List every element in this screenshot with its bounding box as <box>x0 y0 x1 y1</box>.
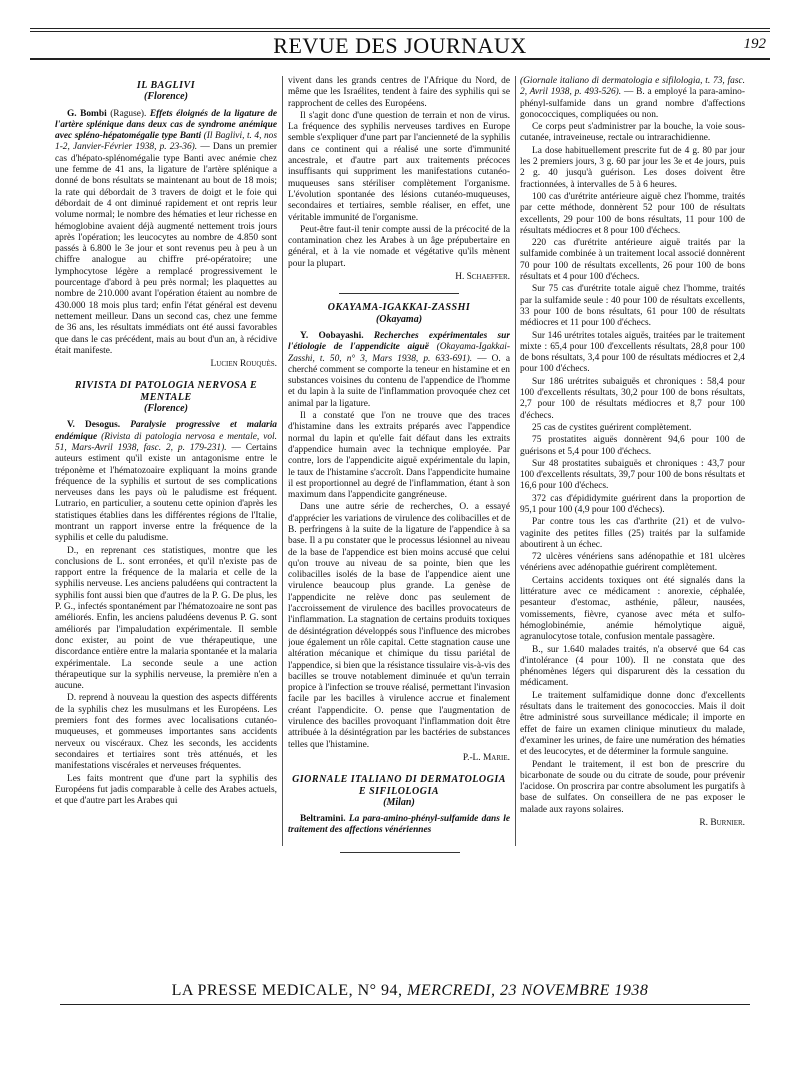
article-heading <box>55 420 277 544</box>
article-paragraph: 72 ulcères vénériens sans adénopathie et 181 ulcères vénériens avec adénopathie guérirent complètement. <box>520 552 745 574</box>
article-paragraph: D., en reprenant ces statistiques, montre que les conclusions de L. sont erronées, et qu'il n'existe pas de rapport entre la fréquence de la malaria et celle de la syphilis nerveuse. Les anciens paludéens qui contractent la syphilis font aussi bien que d'autres de la P. G. De plus, les P. G., infectés spontanément par l'hématozoaire ne sont pas améliorés. Enfin, les anciens paludéens devenus P. G. sont améliorés par l'impaludation expérimentale. Il semble donc exister, au point de vue thérapeutique, une discordance entière entre la malaria spontanée et la malaria expérimentale. La seconde seule a une action thérapeutique sur la syphilis nerveuse, la première n'en a aucune. <box>55 545 277 692</box>
article-author: Y. Oobayashi. <box>300 330 364 341</box>
article-signature: R. Burnier. <box>699 818 745 828</box>
article-author: Beltramini. <box>300 814 346 825</box>
article-paragraph: 75 prostatites aiguës donnèrent 94,6 pour 100 de guérisons et 5,4 pour 100 d'échecs. <box>520 435 745 457</box>
column-3 <box>520 76 745 916</box>
article-reference: (Rivista di patologia nervosa e mentale, vol. 51, Mars-Avril 1938, fasc. 2, p. 179-231). <box>55 431 277 453</box>
article-paragraph: Par contre tous les cas d'arthrite (21) et de vulvo-vaginite des petites filles (25) traités par la sulfamide aboutirent à un échec. <box>520 517 745 550</box>
page-header <box>30 28 770 64</box>
article-paragraph: 100 cas d'urétrite antérieure aiguë chez l'homme, traités par cette méthode, donnèrent 52 pour 100 de résultats excellents, 29 pour 100 de bons résultats, 11 pour 100 de résultats médiocres et 8 pour 100 d'échecs. <box>520 191 745 236</box>
article-reference: (Okayama-Igakkai-Zasshi, t. 50, n° 3, Mars 1938, p. 633-691). <box>288 342 510 364</box>
article-paragraph: 372 cas d'épididymite guérirent dans la proportion de 95,1 pour 100 (4,9 pour 100 d'échecs). <box>520 493 745 515</box>
article-heading <box>288 814 510 837</box>
article-paragraph: Il a constaté que l'on ne trouve que des traces d'histamine dans les extraits préparés avec l'appendice normal du lapin et qu'elle fait défaut dans les extraits d'appendice humain avec la technique employée. Par contre, lors de l'appendicite aiguë expérimentale du lapin, le taux de l'histamine s'accroît. Dans l'appendicite humaine il est proportionnel au degré de l'inflammation, étant à son maximum dans l'appendicite gangréneuse. <box>288 411 510 501</box>
article-reference: (Il Baglivi, t. 4, nos 1-2, Janvier-Février 1938, p. 23-36). <box>55 131 277 153</box>
article-paragraph: 25 cas de cystites guérirent complètement. <box>532 422 692 433</box>
article-paragraph: Sur 75 cas d'urétrite totale aiguë chez l'homme, traités par la sulfamide seule : 40 pour 100 de résultats excellents, 33 pour 100 de bons résultats, 61 pour 100 de résultats médiocres et 11 pour 100 d'échecs. <box>520 284 745 329</box>
header-rule-top <box>30 28 770 29</box>
footer-rule <box>60 1004 750 1005</box>
article-title: La para-amino-phényl-sulfamide dans le traitement des affections vénériennes <box>288 814 510 836</box>
article-paragraph: Le traitement sulfamidique donne donc d'excellents résultats dans le traitement des gonococcies. Mais il doit être administré sous surveillance médicale; il importe en effet de faire un examen clinique minutieux du malade, d'examiner les urines, de faire une numération des hématies et des leucocytes, et de déterminer la formule sanguine. <box>520 690 745 758</box>
section-city: (Milan) <box>383 796 415 808</box>
column-2 <box>288 76 510 916</box>
section-title: OKAYAMA-IGAKKAI-ZASSHI <box>327 302 471 314</box>
section-city: (Florence) <box>144 91 188 103</box>
article-author-place: (Raguse). <box>110 108 147 119</box>
article-signature: H. Schaeffer. <box>455 272 510 283</box>
article-paragraph: 220 cas d'urétrite antérieure aiguë traités par la sulfamide combinée à un traitement local associé donnèrent 70 pour 100 de résultats excellents, 26 pour 100 de bons résultats et 4 pour 100 d'échecs. <box>520 238 745 283</box>
article-title: Recherches expérimentales sur l'étiologie de l'appendicite aiguë <box>288 330 510 353</box>
article-paragraph: Sur 48 prostatites subaiguës et chroniques : 43,7 pour 100 d'excellents résultats, 39,7 pour 100 de bons résultats et 16,6 pour 100 d'échecs. <box>520 458 745 492</box>
article-paragraph: Pendant le traitement, il est bon de prescrire du bicarbonate de soude ou du citrate de soude, pour prévenir l'acidose. On proscrira par contre absolument les purgatifs à base de sulfates. On conseillera de ne pas exposer le malade aux rayons solaires. <box>520 759 745 815</box>
article-heading <box>55 109 277 358</box>
header-rule-bottom <box>30 58 770 60</box>
section-separator <box>339 293 459 294</box>
article-paragraph: D. reprend à nouveau la question des aspects différents de la syphilis chez les musulmans et les Européens. Les premiers font des formes avec localisations cutanéo-muqueuses, et gommeuses importantes sans accidents nerveux ou viscéraux. Chez les seconds, les accidents secondaires et tertiaires sont très atténués, et les manifestations viscérales et nerveuses fréquentes. <box>55 693 277 772</box>
section-title: GIORNALE ITALIANO DI DERMATOLOGIA E SIFILOLOGIA <box>292 774 506 797</box>
column-divider-1 <box>282 76 283 846</box>
article-paragraph: B., sur 1.640 malades traités, n'a observé que 64 cas d'intolérance (4 pour 100). Il ne constata que des phénomènes légers qui disparurent dès la cessation du médicament. <box>520 644 745 689</box>
footer-date: MERCREDI, 23 NOVEMBRE 1938 <box>407 982 649 999</box>
article-paragraph: Sur 146 urétrites totales aiguës, traitées par le traitement mixte : 65,4 pour 100 d'excellents résultats, 28,8 pour 100 de bons résultats, 3,4 pour 100 de résultats médiocres et 2,4 pour 100 d'échecs. <box>520 330 745 375</box>
article-author: G. Bombi <box>67 108 107 119</box>
article-paragraph: — B. a employé la para-amino-phényl-sulfamide dans un grand nombre d'affections gonococciques, compliquées ou non. <box>520 87 745 120</box>
article-paragraph: Il s'agit donc d'une question de terrain et non de virus. La fréquence des syphilis nerveuses tardives en Europe semble s'expliquer d'une part par l'ancienneté de la syphilis dans ce continent qui a réalisé une sorte d'immunité ancestrale, et d'autre part aux traitements précoces insuffisants qui suppriment les manifestations cutanéo-muqueuses sans stériliser complètement l'organisme. L'évolution spontanée des lésions cutanéo-muqueuses, secondaires et tertiaires, semble réaliser, en effet, une véritable immunité de l'organisme. <box>288 110 510 223</box>
article-paragraph: Ce corps peut s'administrer par la bouche, la voie sous-cutanée, intraveineuse, rectale ou intrarachidienne. <box>520 122 745 144</box>
column-end-rule <box>340 852 460 853</box>
article-signature: P.-L. Marie. <box>462 752 510 763</box>
article-paragraph: vivent dans les grands centres de l'Afrique du Nord, de même que les Israélites, tendent à faire des syphilis qui se rapprochent de celles des Européens. <box>288 76 510 109</box>
article-paragraph: Les faits montrent que d'une part la syphilis des Européens fut jadis comparable à celle des Arabes actuels, et que d'autre part les Arabes qui <box>55 773 277 807</box>
article-signature: Lucien Rouquès. <box>210 359 277 370</box>
article-paragraph: — O. a cherché comment se comporte la teneur en histamine et en substances voisines du contenu de l'appendice de l'homme et du lapin à la suite de l'inflammation provoquée chez cet animal par la ligature. <box>288 353 510 409</box>
section-city: (Florence) <box>144 403 188 415</box>
article-title: Paralysie progressive et malaria endémique <box>55 420 277 442</box>
footer-publication: LA PRESSE MEDICALE, N° 94, <box>171 982 403 999</box>
article-heading-continued <box>520 76 745 121</box>
article-paragraph: Peut-être faut-il tenir compte aussi de la précocité de la contamination chez les Arabes à un âge prépubertaire en général, et à la vie nomade et végétative qu'ils mènent pour la plupart. <box>288 224 510 269</box>
article-title: Effets éloignés de la ligature de l'artère splénique dans deux cas de syndrome anémique avec spléno-hépatomégalie type Banti <box>55 108 277 142</box>
article-heading <box>288 331 510 410</box>
article-paragraph: — Certains auteurs estiment qu'il existe un antagonisme entre le tréponème et l'hématozoaire expliquant la moins grande fréquence de la syphilis et surtout de ses complications nerveuses dans les pays où le paludisme est fréquent. Lutrario, en particulier, a soutenu cette opinion d'après les statistiques établies dans les différentes régions de l'Italie, montrant un rapport inverse entre la fréquence de la syphilis et celle du paludisme. <box>55 442 277 544</box>
article-paragraph: La dose habituellement prescrite fut de 4 g. 80 par jour les 2 premiers jours, 3 g. 60 par jour les 3e et 4e jours, puis 2 g. 40 jusqu'à guérison. Les doses doivent être fractionnées, à intervalles de 5 à 6 heures. <box>520 145 745 190</box>
section-title: IL BAGLIVI <box>136 80 196 91</box>
column-divider-2 <box>515 76 516 846</box>
article-paragraph: — Dans un premier cas d'hépato-splénomégalie type Banti avec anémie chez une femme de 41 ans, la ligature de l'artère splénique a donné de bons résultats se maintenant au bout de 18 mois; la rate qui débordait de 3 travers de doigt et le foie qui débordait de 4 ont diminué rapidement et ont repris leur volume normal; le nombre des hématies et leur richesse en hémoglobine avaient déjà augmenté nettement trois jours après l'opération; les leucocytes au nombre de 4.850 sont passés à 6.800 le 3e jour et sont revenus peu à peu à un chiffre analogue au chiffre pré-opératoire; une lymphocytose légère a remplacé progressivement le pourcentage d'abord à peu près normal; les plaquettes au nombre de 210.000 avant l'opération étaient au nombre de 430.000 18 mois plus tard; enfin l'état général est devenu nettement meilleur. Dans un second cas, chez une femme de 36 ans, les résultats immédiats ont été aussi favorables que dans le cas précédent, mais au bout d'un an, à récidive était manifeste. <box>55 142 277 356</box>
header-rule-inner <box>30 31 770 32</box>
section-title: RIVISTA DI PATOLOGIA NERVOSA E MENTALE <box>74 380 258 403</box>
page-footer <box>60 982 760 1000</box>
section-city: (Okayama) <box>375 313 423 325</box>
article-author: V. Desogus. <box>67 420 121 431</box>
article-paragraph: Certains accidents toxiques ont été signalés dans la littérature avec ce médicament : anorexie, céphalée, pesanteur d'estomac, asthénie, pâleur, nausées, vomissements, fièvre, cyanose avec méta et sulfo-hémoglobinémie, anémie hémolytique aiguë, agranulocytose totale, confusion mentale passagère. <box>520 575 745 643</box>
article-paragraph: Sur 186 urétrites subaiguës et chroniques : 58,4 pour 100 d'excellents résultats, 30,2 pour 100 de bons résultats, 2,7 pour 100 de résultats médiocres et 8,7 pour 100 d'échecs. <box>520 376 745 421</box>
article-reference: (Giornale italiano di dermatologia e sifilologia, t. 73, fasc. 2, Avril 1938, p. 493-526). <box>520 76 745 98</box>
column-1 <box>55 76 277 916</box>
journal-section-title: REVUE DES JOURNAUX <box>273 33 527 58</box>
article-paragraph: Dans une autre série de recherches, O. a essayé d'apprécier les variations de virulence des colibacilles et de B. perfringens à la suite de la ligature de l'appendice à sa base. Il a pu constater que le processus lésionnel au niveau de la base de l'appendice est bien moins accusé que celui qu'on trouve au niveau de sa pointe, bien que les colibacilles isolés de la base de l'appendice aient une virulence beaucoup plus grande. La genèse de l'appendicite ne relève donc pas seulement de l'accroissement de virulence des bacilles provocateurs de l'inflammation. La stagnation de certains produits toxiques de désintégration développés sous l'influence des microbes joue également un rôle capital. Cette stagnation cause une altération mécanique et chimique du tissu pariétal de l'appendice, si bien que la résistance tissulaire vis-à-vis des bacilles se trouve notablement diminuée et qu'un terrain propice à l'infection se trouve réalisé, permettant l'invasion facile par les bacilles à virulence accrue et finalement créant l'appendicite. O. pense que l'augmentation de virulence des bacilles provoquant l'inflammation doit être attribuée à la désintégration par les bactéries de substances telles que l'histamine. <box>288 502 510 750</box>
page-number: 192 <box>743 36 766 52</box>
